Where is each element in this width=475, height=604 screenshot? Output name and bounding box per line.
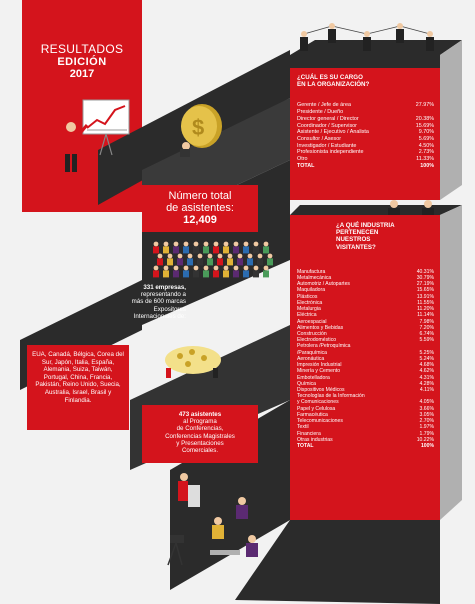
row-value: 4.62% — [419, 368, 434, 375]
companies-line4: Expositores — [153, 305, 186, 313]
header-line1: RESULTADOS — [40, 42, 124, 56]
industry-title-line2: PERTENECEN — [336, 229, 379, 237]
row-label: Consultor / Asesor — [297, 135, 342, 142]
cargo-title — [290, 68, 440, 88]
row-value: 5.24% — [419, 355, 434, 362]
program-line2: al Programa — [183, 418, 217, 426]
row-label: TOTAL — [297, 442, 314, 449]
row-value: 100% — [420, 442, 434, 449]
svg-text:$: $ — [192, 115, 205, 140]
crowd-icon — [150, 236, 275, 281]
row-label: Asistente / Ejecutivo / Analista — [297, 129, 369, 136]
row-value: 11.33% — [416, 156, 434, 163]
row-value: 2.73% — [418, 149, 434, 156]
companies-text — [58, 284, 186, 320]
header-title — [22, 42, 142, 80]
header-line2: EDICIÓN — [57, 56, 107, 68]
row-label: Construcción — [297, 331, 327, 337]
row-label: Director general / Director — [297, 115, 359, 122]
row-value: 4.05% — [419, 399, 434, 406]
row-label: Aeroespacial — [297, 318, 327, 325]
program-line6: Comerciales. — [181, 447, 219, 455]
industry-title-line4: VISITANTES? — [336, 243, 376, 251]
countries-text: EUA, Canadá, Bélgica, Corea del Sur, Japón, Italia, España, Alemania, Suiza, Taiwán, Portugal, China, Francia, Pakistán, Reino Unido, Suecia, Australia, Israel, Brasil y Finlandia. — [32, 351, 124, 404]
row-label: Investigador / Estudiante — [297, 142, 357, 149]
table-row — [297, 129, 434, 136]
industry-panel — [290, 215, 440, 520]
row-label: /Paraquímica — [297, 349, 328, 356]
row-label: Aeronáutica — [297, 355, 325, 362]
row-label: Textil — [297, 424, 309, 431]
row-label: Automotriz / Autopartes — [297, 281, 350, 288]
row-label: Coordinador / Supervisor — [297, 122, 357, 129]
row-value: 100% — [420, 162, 434, 169]
row-label: Manufactura — [297, 268, 326, 275]
row-value: 20.38% — [415, 115, 434, 122]
industry-title-line1: ¿A QUÉ INDUSTRIA — [336, 222, 395, 229]
row-value: 10.22% — [416, 436, 434, 443]
table-row — [297, 123, 434, 130]
row-value: 11.20% — [417, 306, 434, 313]
row-value: 13.91% — [416, 293, 434, 300]
row-value: 3.66% — [419, 405, 434, 412]
cargo-panel — [290, 68, 440, 200]
companies-line1: 331 empresas, — [143, 284, 186, 291]
row-value: 4.68% — [419, 362, 434, 369]
row-value: 15.65% — [416, 287, 434, 294]
row-label: Dispositivos Médicos — [297, 386, 345, 393]
row-value: 11.14% — [417, 312, 434, 319]
coin-icon — [172, 98, 227, 158]
row-value: 5.69% — [418, 135, 434, 142]
industry-title — [290, 215, 440, 251]
attendees-value: 12,409 — [183, 214, 217, 226]
row-label: Química — [297, 380, 316, 387]
row-value: 1.97% — [419, 424, 434, 431]
row-label: Petrolera /Petroquímica — [297, 343, 351, 350]
companies-line5: Internacionales de: — [133, 312, 186, 320]
row-value: 1.79% — [419, 430, 434, 437]
row-label: Tecnologías de la Información — [297, 393, 365, 400]
cargo-table — [290, 88, 440, 169]
attendees-panel — [142, 185, 258, 232]
table-row — [297, 149, 434, 156]
row-label: Electrodoméstico — [297, 337, 337, 344]
row-label: Electrónica — [297, 299, 323, 306]
row-value: 30.79% — [416, 275, 434, 282]
row-label: Alimentos y Bebidas — [297, 324, 344, 331]
row-label: Minería y Cemento — [297, 368, 341, 375]
row-value: 40.31% — [416, 268, 434, 275]
program-line4: Conferencias Magistrales — [165, 432, 235, 440]
row-label: Farmacéutica — [297, 411, 328, 418]
table-row — [297, 116, 434, 123]
row-label: Otro — [297, 156, 308, 163]
table-row — [297, 109, 434, 116]
row-label: Plásticos — [297, 293, 318, 300]
table-row — [297, 443, 434, 449]
row-value: 6.74% — [419, 331, 434, 337]
row-value: 7.20% — [419, 324, 434, 331]
program-panel — [142, 405, 258, 463]
row-label: y Comunicaciones — [297, 399, 339, 406]
row-value: 4.11% — [419, 386, 434, 393]
row-value: 4.28% — [419, 380, 434, 387]
program-line5: y Presentaciones — [176, 439, 224, 447]
row-value: 15.69% — [415, 122, 434, 129]
row-value: 27.19% — [416, 281, 434, 288]
row-value: 7.98% — [419, 318, 434, 325]
presentation-chart-icon — [55, 95, 145, 180]
row-label: Otras industrias — [297, 436, 333, 443]
table-row — [297, 163, 434, 170]
row-label: TOTAL — [297, 162, 315, 169]
companies-line3: más de 600 marcas — [131, 298, 186, 306]
row-label: Financiera — [297, 430, 321, 437]
table-row — [297, 136, 434, 143]
row-label: Telecomunicaciones — [297, 418, 343, 425]
conference-icon — [160, 465, 270, 580]
table-row — [297, 156, 434, 163]
countries-panel — [27, 345, 129, 430]
row-label: Maquiladora — [297, 287, 326, 294]
companies-line2: representando a — [140, 291, 186, 299]
row-value: 5.59% — [419, 337, 434, 344]
table-row — [297, 143, 434, 150]
row-label: Profesionista independiente — [297, 149, 364, 156]
row-value: 2.70% — [419, 418, 434, 425]
row-value: 4.31% — [419, 374, 434, 381]
industry-table — [290, 251, 440, 449]
row-label: Embotelladora — [297, 374, 330, 381]
row-label: Eléctrica — [297, 312, 317, 319]
header-line3: 2017 — [69, 68, 95, 80]
cargo-title-line2: EN LA ORGANIZACIÓN? — [297, 81, 370, 89]
row-label: Metalmecánica — [297, 275, 332, 282]
program-line3: de Conferencias, — [176, 425, 224, 433]
row-label: Papel y Celulosa — [297, 405, 336, 412]
row-label: Metalurgia — [297, 306, 321, 313]
row-label: Gerente / Jefe de área — [297, 102, 351, 109]
network-people-icon — [292, 14, 442, 54]
globe-icon — [158, 340, 228, 385]
industry-title-line3: NUESTROS — [336, 236, 371, 244]
table-row — [297, 102, 434, 109]
cargo-title-line1: ¿CUÁL ES SU CARGO — [297, 74, 363, 81]
row-value: 3.05% — [419, 411, 434, 418]
row-value: 11.55% — [417, 299, 434, 306]
program-line1: 473 asistentes — [178, 411, 222, 418]
row-value: 4.50% — [418, 142, 434, 149]
attendees-label-line2: de asistentes: — [166, 202, 234, 214]
row-value: 27.97% — [415, 102, 434, 109]
row-value: 9.70% — [418, 129, 434, 136]
row-label: Presidente / Dueño — [297, 109, 344, 116]
attendees-label-line1: Número total — [168, 190, 232, 202]
row-label: Impresión Industrial — [297, 362, 342, 369]
row-value: 5.25% — [419, 349, 434, 356]
